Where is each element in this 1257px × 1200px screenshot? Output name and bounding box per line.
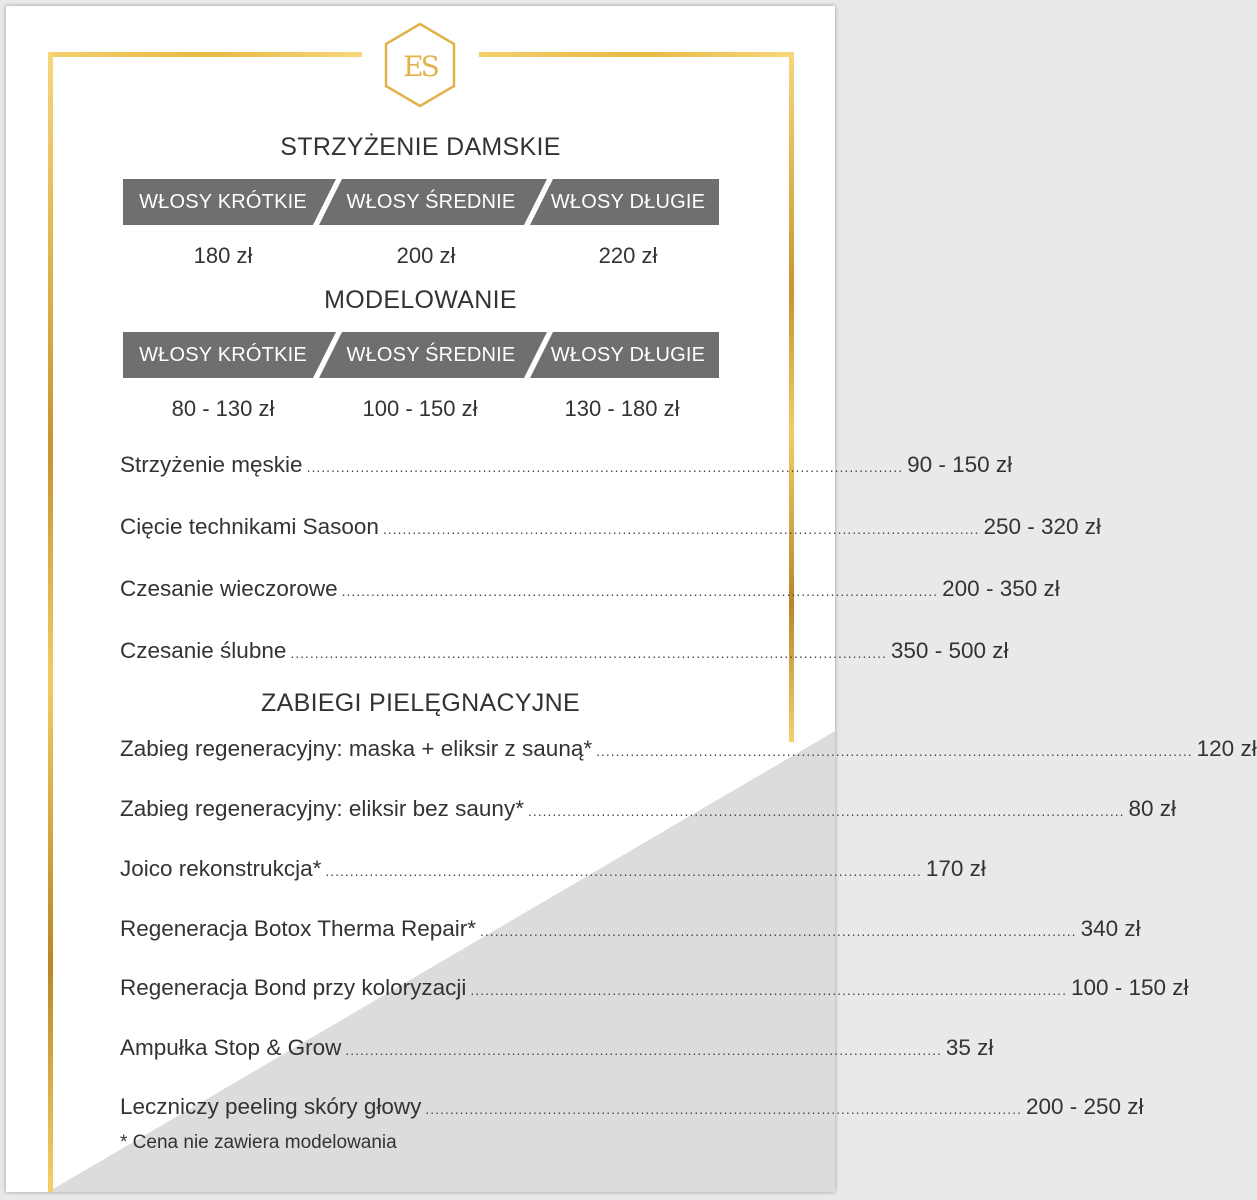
treatment-price: 35 zł [945, 1035, 994, 1060]
service-name: Cięcie technikami Sasoon [120, 514, 379, 539]
treatment-price: 340 zł [1080, 916, 1141, 941]
price-krotkie: 180 zł [193, 243, 253, 268]
treatment-price: 80 zł [1128, 796, 1177, 821]
treatment-price: 100 - 150 zł [1070, 975, 1189, 1000]
treatment-row [120, 1035, 994, 1061]
treatment-row [120, 856, 986, 882]
treatment-name: Regeneracja Bond przy koloryzacji [120, 975, 467, 1000]
section-title-modelowanie: MODELOWANIE [324, 286, 517, 314]
treatment-price: 120 zł [1196, 736, 1257, 761]
leader-dots: .......................................................................................................................... [382, 521, 980, 537]
service-price: 250 - 320 zł [983, 514, 1102, 539]
tab-wlosy-krotkie: WŁOSY KRÓTKIE [139, 191, 307, 213]
leader-dots: .......................................................................................................................... [325, 863, 922, 879]
treatment-name: Ampułka Stop & Grow [120, 1035, 342, 1060]
leader-dots: .......................................................................................................................... [290, 645, 887, 661]
leader-dots: .......................................................................................................................... [425, 1101, 1022, 1117]
leader-dots: .......................................................................................................................... [470, 982, 1067, 998]
price-krotkie: 80 - 130 zł [171, 396, 275, 421]
treatment-row [120, 975, 1189, 1001]
leader-dots: .......................................................................................................................... [480, 923, 1077, 939]
logo-monogram: ES [403, 50, 437, 83]
service-name: Strzyżenie męskie [120, 452, 303, 477]
leader-dots: .......................................................................................................................... [345, 1042, 942, 1058]
treatment-row [120, 916, 1141, 942]
tab-wlosy-srednie: WŁOSY ŚREDNIE [346, 344, 516, 366]
treatment-price: 200 - 250 zł [1025, 1094, 1144, 1119]
prices-strzyzenie [123, 243, 719, 273]
price-srednie: 200 zł [396, 243, 456, 268]
treatment-name: Regeneracja Botox Therma Repair* [120, 916, 477, 941]
prices-modelowanie [123, 396, 719, 426]
tab-wlosy-srednie: WŁOSY ŚREDNIE [346, 191, 516, 213]
tabbar-strzyzenie [123, 179, 719, 225]
treatment-row [120, 1094, 1144, 1120]
footnote: * Cena nie zawiera modelowania [120, 1132, 397, 1153]
service-price: 200 - 350 zł [942, 576, 1060, 601]
service-row [120, 638, 1009, 664]
leader-dots: .......................................................................................................................... [341, 583, 939, 599]
tab-wlosy-krotkie: WŁOSY KRÓTKIE [139, 344, 307, 366]
service-row [120, 514, 1102, 540]
treatment-row [120, 796, 1177, 822]
treatment-price: 170 zł [925, 856, 986, 881]
tab-wlosy-dlugie: WŁOSY DŁUGIE [550, 191, 706, 213]
price-srednie: 100 - 150 zł [362, 396, 478, 421]
service-name: Czesanie ślubne [120, 638, 287, 663]
treatment-name: Zabieg regeneracyjny: eliksir bez sauny* [120, 796, 524, 821]
tab-wlosy-dlugie: WŁOSY DŁUGIE [550, 344, 706, 366]
service-price: 90 - 150 zł [907, 452, 1013, 477]
tabbar-modelowanie [123, 332, 719, 378]
leader-dots: .......................................................................................................................... [596, 743, 1193, 759]
treatment-row [120, 736, 1257, 762]
service-row [120, 452, 1013, 478]
price-dlugie: 130 - 180 zł [564, 396, 680, 421]
menu-sheet [6, 6, 1257, 1192]
section-title-zabiegi: ZABIEGI PIELĘGNACYJNE [261, 689, 580, 717]
treatment-name: Zabieg regeneracyjny: maska + eliksir z sauną* [120, 736, 593, 761]
leader-dots: .......................................................................................................................... [527, 803, 1125, 819]
service-price: 350 - 500 zł [890, 638, 1009, 663]
treatment-name: Joico rekonstrukcja* [120, 856, 322, 881]
price-dlugie: 220 zł [598, 243, 658, 268]
service-row [120, 576, 1060, 602]
treatment-name: Leczniczy peeling skóry głowy [120, 1094, 422, 1119]
section-title-strzyzenie-damskie: STRZYŻENIE DAMSKIE [280, 133, 561, 161]
service-name: Czesanie wieczorowe [120, 576, 338, 601]
menu-content [6, 6, 1257, 1192]
leader-dots: .......................................................................................................................... [306, 459, 904, 475]
